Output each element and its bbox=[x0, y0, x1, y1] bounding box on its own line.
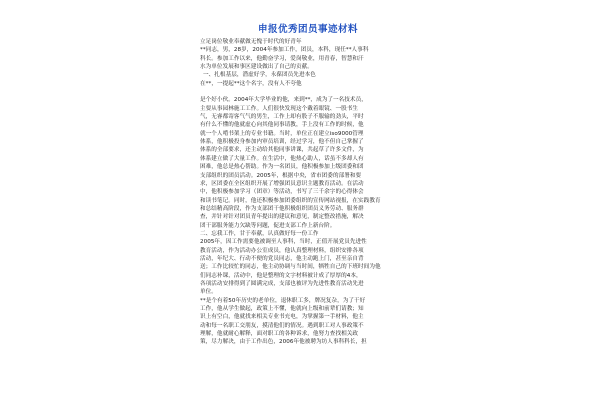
text-line: 送；工作比较忙的同志，他主动协调与当时间，牺牲自己的下班时间为他 bbox=[200, 264, 381, 271]
section-heading: 一、扎根基层，潜虚好学，永葆团员先进本色 bbox=[203, 72, 316, 79]
text-line: 单位。 bbox=[200, 289, 217, 296]
text-line: 水为单位发展和事区建设做出了自己的贡献。 bbox=[200, 64, 313, 71]
text-line: 中，他积极参加学习（团章）等活动，书写了三千余字的心得体会 bbox=[200, 189, 364, 196]
text-line: 体系的全部要求，还主动给其他同事讲课，共起草了许多文件，为 bbox=[200, 147, 364, 154]
text-line: 就一个人啃书架上的专业书籍。当时，单位正在建立iso9000管理 bbox=[200, 130, 364, 137]
text-line: 求，区团委在全区组织开展了增强团员意识主题教育活动。在活动 bbox=[200, 180, 364, 187]
document-body bbox=[200, 24, 406, 347]
text-line: 2005年，因工作需要他被调至人事科，当时，正值开展党员先进性 bbox=[200, 239, 367, 246]
text-line: 查，并针对针对团员青年提出的建议和意见，制定整改措施，解决 bbox=[200, 214, 364, 221]
text-line: 策，尽力解决，由于工作出色，2006年他被聘为坊人事科科长，担 bbox=[200, 339, 367, 346]
paragraph-gap bbox=[200, 88, 406, 96]
text-line: 各项活动安排得到了圆满完成，支部也被评为先进性教育活动先进 bbox=[200, 280, 364, 287]
text-line: 科长。参加工作以来，他勤奋学习，爱岗敬业，用青春，智慧和汗 bbox=[200, 55, 364, 62]
text-line: 和读书笔记。同时，他还积极参加团委组织的宣传网站视报，在实践教育 bbox=[200, 197, 381, 204]
text-line: 理解，他就耐心解释，面对职工的各种诉求，他努力查找相关政 bbox=[200, 331, 359, 338]
text-line: 活动，年纪大、行动不便的党员同志，他主动跑上门，甚至亲自背 bbox=[200, 255, 364, 262]
text-line: 团干部服务能力欠缺等问题，促进支部工作上新台阶。 bbox=[200, 222, 336, 229]
text-line: 是个好小伙。2004年大学毕业的他，来到**，成为了一名技术员， bbox=[200, 97, 367, 104]
document-text bbox=[200, 38, 406, 347]
text-line: 和总结精高阶段，作为支部团干他积极组织团员义务劳动、服务群 bbox=[200, 205, 364, 212]
text-line: **是个有着50年历史的老单位，退休职工多，牌况复杂，为了干好 bbox=[200, 297, 366, 304]
text-line: 在**，一提起**这个名字，没有人不夸他 bbox=[200, 80, 302, 87]
text-line: 教育活动，作为活动办公室成员，他认真整理材料，组织安排各项 bbox=[200, 247, 364, 254]
text-line: 主要从事园林施工工作。人们很快发现这个戴着眼镜、一股书生 bbox=[200, 105, 359, 112]
text-line: 支部组织的团员活动。2005年，根据中央，省市团委的部署和要 bbox=[200, 172, 362, 179]
text-line: 立足岗位敬业奉献做无愧于时代的好青年 bbox=[200, 39, 302, 45]
text-line: 们同志补课，活动中，他是整理的文字材料被计成了厚厚的4本， bbox=[200, 272, 362, 279]
text-line: 体系建立做了大量工作。在生活中，他热心助人，话虽不多却人有 bbox=[200, 155, 364, 162]
text-line: 动和每一名职工交朋友，摸清他们的情况。遇到职工对人事政策不 bbox=[200, 322, 364, 329]
document-title: 申报优秀团员事迹材料 bbox=[257, 24, 358, 35]
text-line: 有什么不懂的他就虚心向其他同事请教，手上没有工作的时候，他 bbox=[200, 122, 364, 129]
section-heading: 二、忘我工作，甘于奉献，认真做好每一份工作 bbox=[200, 230, 319, 237]
text-line: 识上有空白，他就找来相关专业书充电，为掌握第一手材料，他主 bbox=[200, 314, 364, 321]
text-line: 气，无睿都寄客气气的男生，工作上却有股子不服输的劲头，平时 bbox=[200, 114, 364, 121]
text-line: **同志，男，28岁，2004年参加工作，团员，本科，现任**人事科 bbox=[200, 47, 369, 54]
text-line: 困难，他总是热心帮助。作为一名团员，他积极参加上级团委和团 bbox=[200, 164, 364, 171]
text-line: 工作，他从学生做起，政策上不懂，他就向上级和前辈们请教；知 bbox=[200, 306, 364, 312]
text-line: 体系，他积极投身参加内审员培训，经过学习，他不但自己掌握了 bbox=[200, 139, 364, 146]
